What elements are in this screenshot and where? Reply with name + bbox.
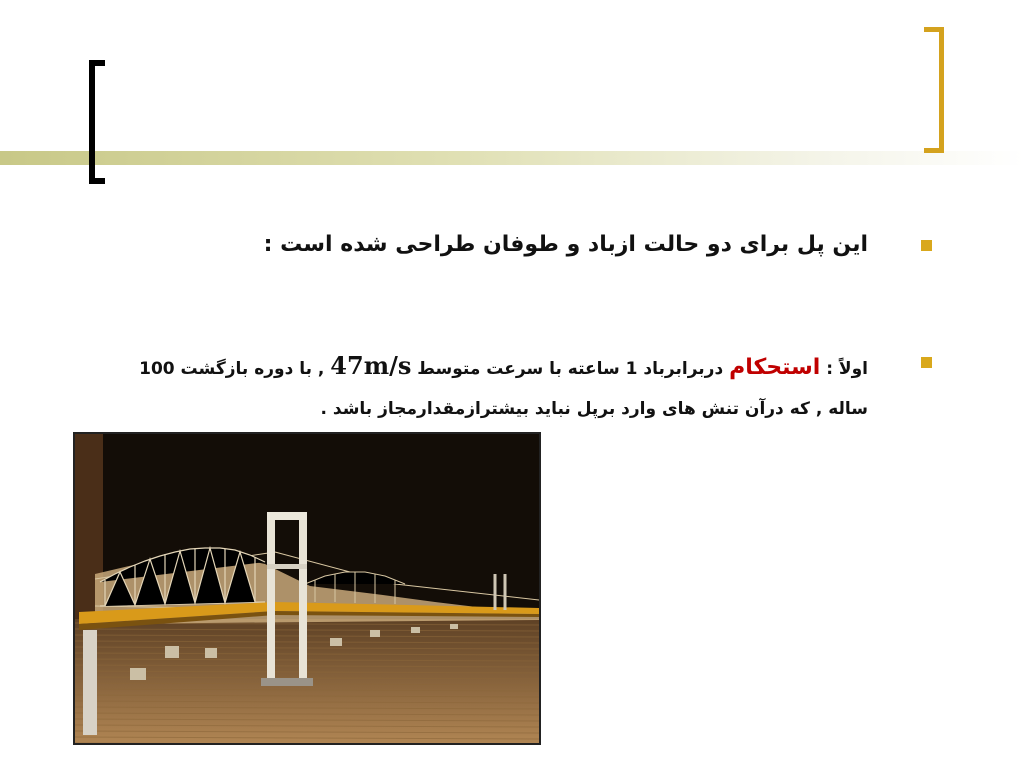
- bullet-marker-2: [921, 357, 932, 368]
- bullet-2-part-1: دربرابرباد 1 ساعته با سرعت متوسط: [417, 359, 724, 379]
- bullet-2-part-2: , با دوره بازگشت 100 ساله , که درآن تنش های وارد برپل نباید بیشترازمقدارمجاز باشد .: [139, 359, 868, 419]
- wind-speed-value: 47m/s: [330, 351, 412, 380]
- bullet-2-lead: اولاً :: [826, 359, 868, 379]
- right-bracket-decoration: [924, 27, 944, 153]
- bullet-text-1: این پل برای دو حالت ازباد و طوفان طراحی شده است :: [263, 232, 868, 257]
- title-band: [0, 151, 1024, 165]
- left-bracket-decoration: [89, 60, 105, 184]
- bullet-marker-1: [921, 240, 932, 251]
- bridge-model-photo: [73, 432, 541, 745]
- bullet-text-2: [128, 346, 868, 429]
- keyword-strength: استحکام: [729, 355, 821, 380]
